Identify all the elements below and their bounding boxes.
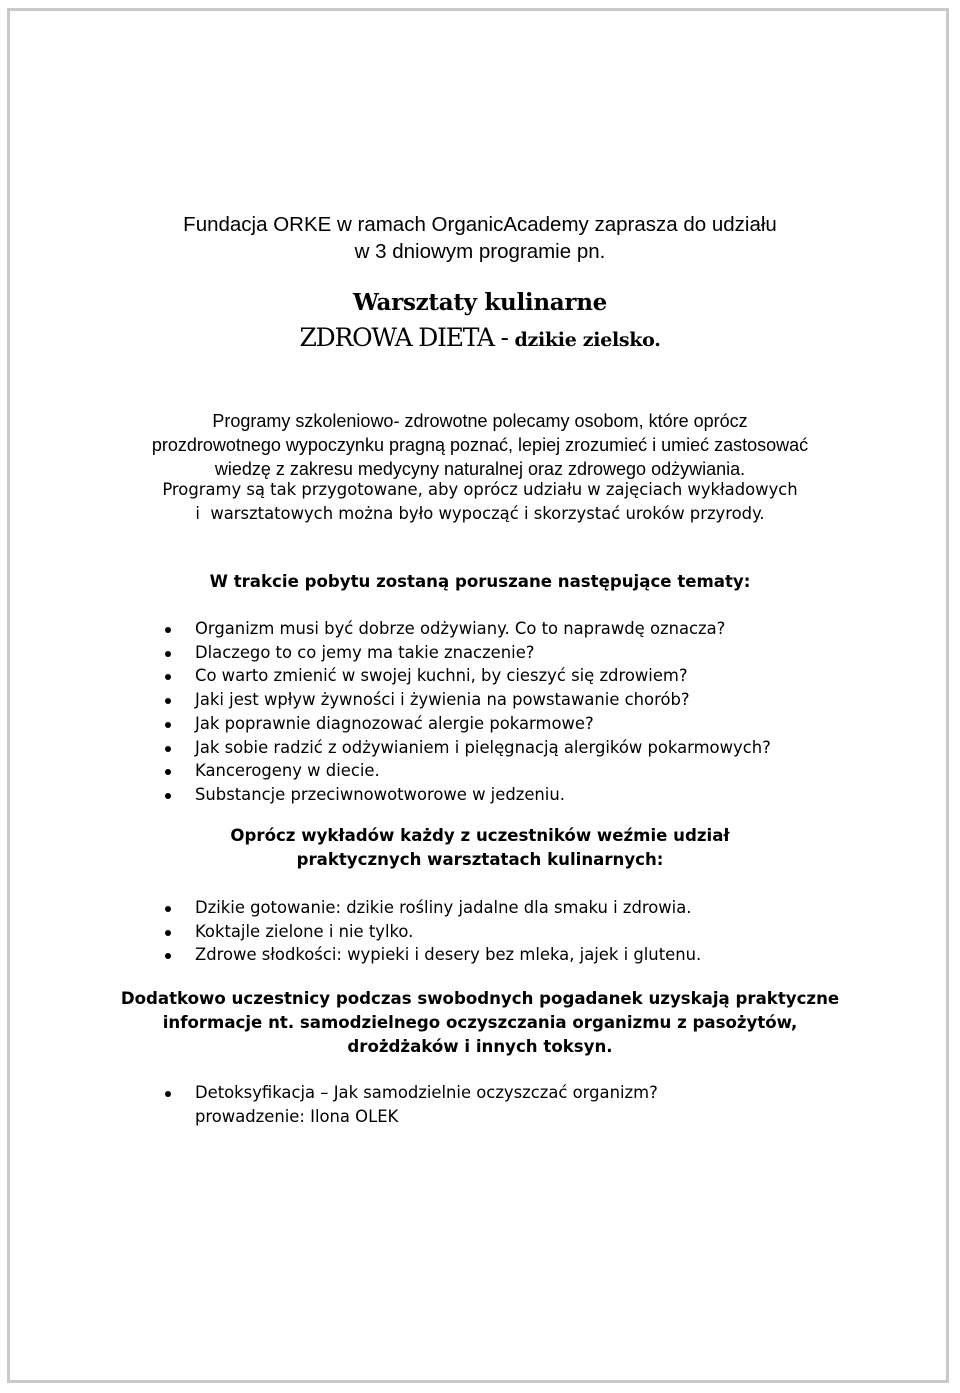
extra-heading-line-2: informacje nt. samodzielnego oczyszczania organizmu z pasożytów,	[162, 1013, 798, 1032]
extra-heading-line-1: Dodatkowo uczestnicy podczas swobodnych pogadanek uzyskają praktyczne	[120, 989, 840, 1008]
list-item: Jaki jest wpływ żywności i żywienia na powstawanie chorób?	[165, 688, 771, 712]
list-item: Kancerogeny w diecie.	[165, 759, 771, 783]
workshops-heading-line-1: Oprócz wykładów każdy z uczestników weźmie udział	[230, 826, 730, 845]
paragraph-1-line-2: prozdrowotnego wypoczynku pragną poznać, lepiej zrozumieć i umieć zastosować	[151, 435, 809, 455]
list-item: Jak sobie radzić z odżywianiem i pielęgnacją alergików pokarmowych?	[165, 736, 771, 760]
list-item: Dlaczego to co jemy ma takie znaczenie?	[165, 641, 771, 665]
list-item: Koktajle zielone i nie tylko.	[165, 920, 701, 944]
intro-line-2: w 3 dniowym programie pn.	[354, 240, 606, 263]
workshops-heading-line-2: praktycznych warsztatach kulinarnych:	[296, 850, 664, 869]
list-item: Co warto zmienić w swojej kuchni, by cieszyć się zdrowiem?	[165, 664, 771, 688]
extra-heading-line-3: drożdżaków i innych toksyn.	[347, 1037, 613, 1056]
paragraph-2-line-2: i warsztatowych można było wypocząć i skorzystać uroków przyrody.	[195, 504, 765, 523]
topics-list	[165, 617, 771, 807]
extra-list	[165, 1081, 658, 1128]
intro-text	[60, 211, 900, 265]
list-item: Organizm musi być dobrze odżywiany. Co to naprawdę oznacza?	[165, 617, 771, 641]
paragraph-2-line-1: Programy są tak przygotowane, aby oprócz udziału w zajęciach wykładowych	[162, 480, 798, 499]
intro-line-1: Fundacja ORKE w ramach OrganicAcademy zaprasza do udziału	[183, 213, 777, 236]
extra-item-title: Detoksyfikacja – Jak samodzielnie oczyszczać organizm?	[195, 1083, 658, 1102]
extra-item-leader: prowadzenie: Ilona OLEK	[195, 1106, 399, 1126]
paragraph-1	[60, 409, 900, 481]
topics-heading: W trakcie pobytu zostaną poruszane następujące tematy:	[209, 572, 751, 591]
title-main: ZDROWA DIETA -	[299, 323, 515, 352]
list-item: Zdrowe słodkości: wypieki i desery bez mleka, jajek i glutenu.	[165, 943, 701, 967]
workshops-list	[165, 896, 701, 967]
title-line-1: Warsztaty kulinarne	[353, 289, 607, 316]
workshops-heading	[60, 824, 900, 872]
list-item	[165, 1081, 658, 1128]
extra-heading	[60, 987, 900, 1059]
list-item: Dzikie gotowanie: dzikie rośliny jadalne dla smaku i zdrowia.	[165, 896, 701, 920]
list-item: Jak poprawnie diagnozować alergie pokarmowe?	[165, 712, 771, 736]
paragraph-1-line-3: wiedzę z zakresu medycyny naturalnej oraz zdrowego odżywiania.	[214, 459, 746, 479]
paragraph-1-line-1: Programy szkoleniowo- zdrowotne polecamy osobom, które oprócz	[212, 411, 748, 431]
title-subtitle: dzikie zielsko.	[514, 329, 661, 351]
paragraph-2	[60, 478, 900, 526]
title-line-2	[60, 322, 900, 356]
list-item: Substancje przeciwnowotworowe w jedzeniu.	[165, 783, 771, 807]
